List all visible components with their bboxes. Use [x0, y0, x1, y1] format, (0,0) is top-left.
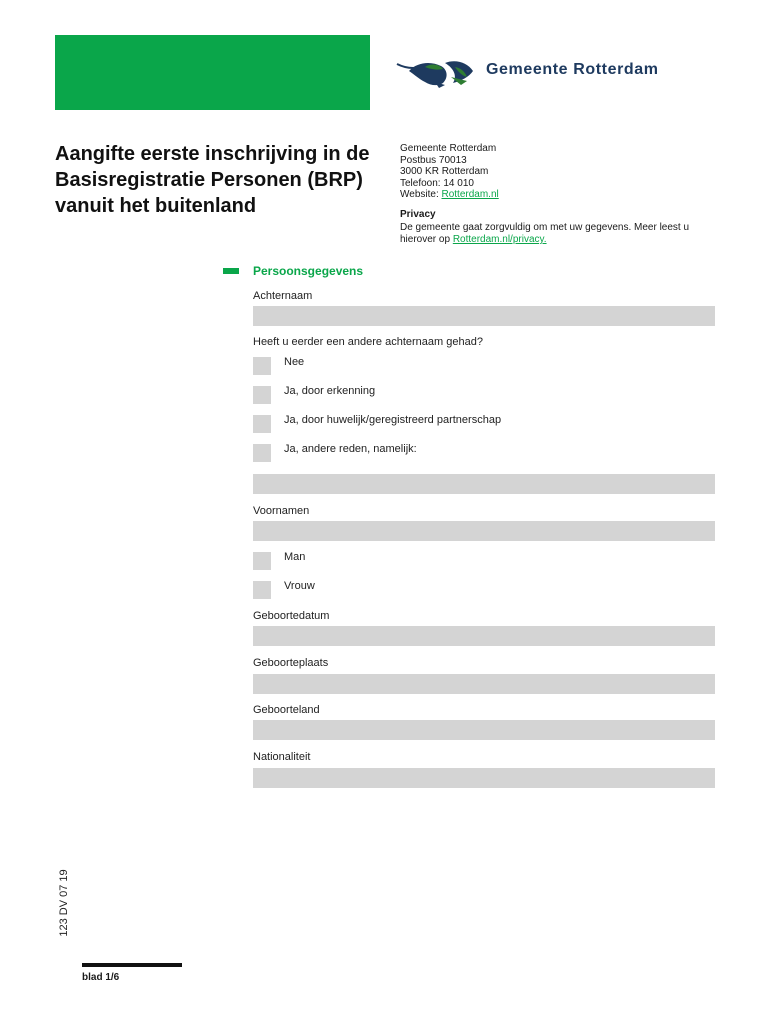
checkbox-huwelijk[interactable]	[253, 415, 271, 433]
option-label-vrouw: Vrouw	[284, 580, 315, 592]
earlier-name-question: Heeft u eerder een andere achternaam gehad?	[253, 336, 483, 348]
gemeente-rotterdam-logo	[395, 55, 685, 89]
checkbox-andere-reden[interactable]	[253, 444, 271, 462]
checkbox-erkenning[interactable]	[253, 386, 271, 404]
voornamen-label: Voornamen	[253, 505, 310, 517]
address-line: 3000 KR Rotterdam	[400, 166, 489, 178]
option-label-erkenning: Ja, door erkenning	[284, 385, 376, 397]
nationaliteit-label: Nationaliteit	[253, 751, 311, 763]
website-line	[400, 189, 720, 201]
website-prefix: Website:	[400, 189, 442, 201]
rotterdam-lion-icon	[395, 55, 481, 89]
logo-text: Gemeente Rotterdam	[486, 61, 659, 78]
option-label-nee: Nee	[284, 356, 305, 368]
checkbox-nee[interactable]	[253, 357, 271, 375]
address-line: Gemeente Rotterdam	[400, 143, 497, 154]
other-reason-field[interactable]	[253, 474, 715, 494]
privacy-link[interactable]: Rotterdam.nl/privacy.	[452, 234, 547, 245]
geboorteplaats-field[interactable]	[253, 674, 715, 694]
geboorteland-field[interactable]	[253, 720, 715, 740]
checkbox-man[interactable]	[253, 552, 271, 570]
footer-rule	[82, 963, 182, 967]
address-line: Telefoon: 14 010	[400, 177, 474, 189]
privacy-text	[400, 222, 710, 246]
nationaliteit-field[interactable]	[253, 768, 715, 788]
achternaam-field[interactable]	[253, 306, 715, 326]
page-title: Aangifte eerste inschrijving in de Basisregistratie Personen (BRP) vanuit het buitenland	[55, 143, 370, 217]
privacy-description: De gemeente gaat zorgvuldig om met uw gegevens. Meer leest u hierover op	[400, 222, 690, 245]
option-label-andere-reden: Ja, andere reden, namelijk:	[284, 443, 417, 455]
option-label-man: Man	[284, 551, 306, 563]
geboortedatum-label: Geboortedatum	[253, 610, 330, 622]
option-label-huwelijk: Ja, door huwelijk/geregistreerd partnerschap	[284, 414, 502, 426]
header-color-block	[55, 35, 370, 110]
section-marker	[223, 268, 239, 274]
geboortedatum-field[interactable]	[253, 626, 715, 646]
achternaam-label: Achternaam	[253, 290, 313, 302]
voornamen-field[interactable]	[253, 521, 715, 541]
form-code: 123 DV 07 19	[58, 869, 70, 937]
geboorteland-label: Geboorteland	[253, 704, 320, 716]
website-link[interactable]: Rotterdam.nl	[441, 189, 499, 201]
checkbox-vrouw[interactable]	[253, 581, 271, 599]
address-line: Postbus 70013	[400, 154, 467, 166]
contact-address	[400, 143, 720, 201]
geboorteplaats-label: Geboorteplaats	[253, 657, 329, 669]
page-number: blad 1/6	[82, 972, 120, 983]
section-title: Persoonsgegevens	[253, 264, 364, 278]
privacy-heading: Privacy	[400, 209, 436, 220]
